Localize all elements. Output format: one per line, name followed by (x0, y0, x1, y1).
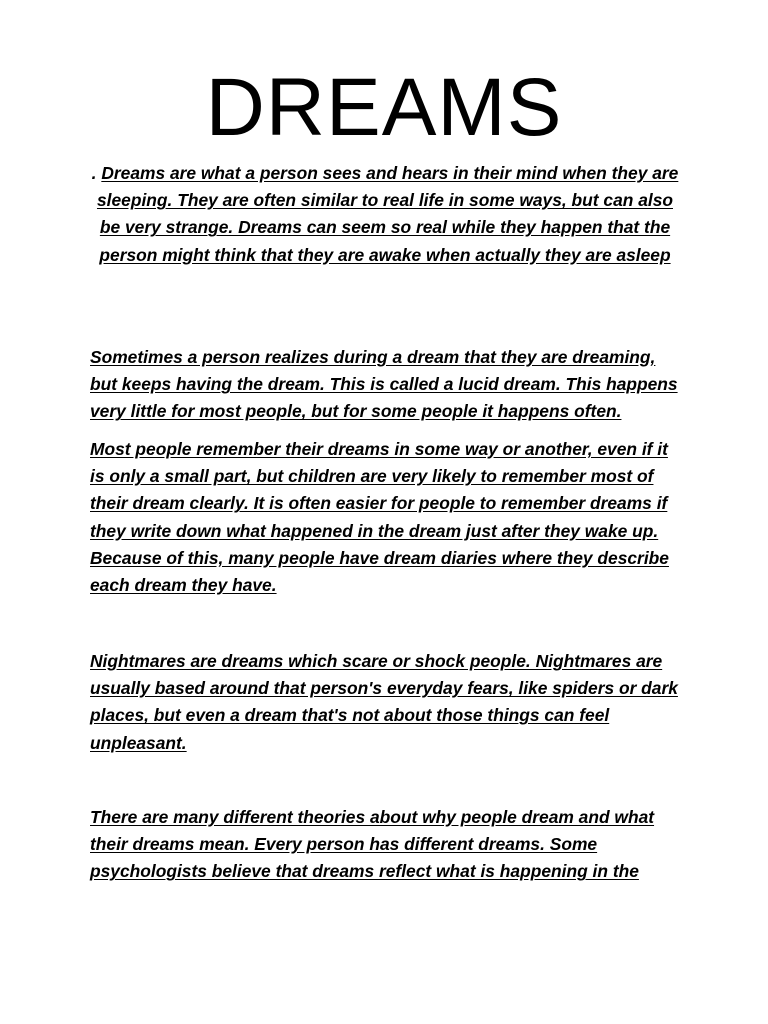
paragraph-text: Most people remember their dreams in some way or another, even if it is only a small part, but children are very likely to remember most of their dream clearly. It is often easier for people to remember dreams if they write down what happened in the dream just after they wake up. Because of this, many people have dream diaries where they describe each dream they have. (90, 439, 669, 596)
paragraph-lead-mark: . (91, 163, 102, 183)
paragraph-nightmares (90, 648, 680, 757)
paragraph-text: Sometimes a person realizes during a dream that they are dreaming, but keeps having the dream. This is called a lucid dream. This happens very little for most people, but for some people it happens often. (90, 347, 678, 422)
paragraph-text: Dreams are what a person sees and hears in their mind when they are sleeping. They are often similar to real life in some ways, but can also be very strange. Dreams can seem so real while they happen that the person might think that they are awake when actually they are asleep (96, 163, 679, 265)
page-title: DREAMS (205, 62, 563, 153)
paragraph-remembering-dreams (90, 436, 680, 599)
paragraph-theories (90, 804, 680, 886)
paragraph-lucid-dreams (90, 344, 680, 426)
paragraph-intro (90, 160, 680, 269)
paragraph-text: There are many different theories about why people dream and what their dreams mean. Every person has different dreams. Some psychologists believe that dreams reflect what is happening in the (90, 807, 655, 882)
paragraph-text: Nightmares are dreams which scare or shock people. Nightmares are usually based around that person's everyday fears, like spiders or dark places, but even a dream that's not about those things can feel unpleasant. (90, 651, 678, 753)
